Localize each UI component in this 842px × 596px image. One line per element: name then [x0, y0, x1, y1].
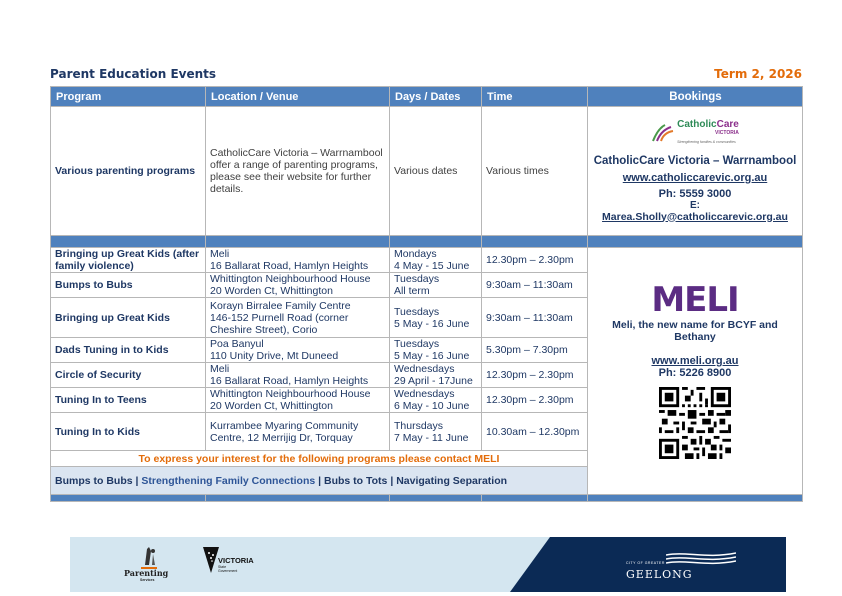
qr-code-icon	[659, 387, 731, 459]
program-list-separator: |	[315, 474, 325, 487]
col-days: Days / Dates	[390, 87, 482, 107]
events-table	[50, 86, 803, 502]
program-name: Bringing up Great Kids	[51, 298, 206, 338]
geelong-logo-text: GEELONG	[626, 568, 693, 581]
dates-line: All term	[394, 285, 430, 297]
logo-catholic: Catholic	[677, 118, 717, 130]
location-line: Centre, 12 Merrijig Dr, Torquay	[210, 431, 353, 444]
time-text: 10.30am – 12.30pm	[482, 413, 588, 451]
time-text: 12.30pm – 2.30pm	[482, 388, 588, 413]
logo-victoria: VICTORIA	[715, 129, 739, 136]
parenting-logo-small: Services	[140, 578, 155, 582]
term-label: Term 2, 2026	[714, 67, 802, 81]
location-line: Korayn Birralee Family Centre	[210, 299, 351, 312]
dates-line: 7 May - 11 June	[394, 431, 469, 444]
catholiccare-booking	[588, 107, 803, 236]
time-text: 12.30pm – 2.30pm	[482, 363, 588, 388]
location-line: Kurrambee Myaring Community	[210, 419, 359, 432]
meli-phone: Ph: 5226 8900	[658, 367, 732, 379]
col-time: Time	[482, 87, 588, 107]
days-line: Tuesdays	[394, 273, 440, 285]
dates-line: 29 April - 17June	[394, 375, 473, 387]
location-line: 16 Ballarat Road, Hamlyn Heights	[210, 375, 369, 387]
dates-line: 5 May - 16 June	[394, 317, 470, 330]
program-name: Tuning In to Kids	[51, 413, 206, 451]
table-footer-bar	[51, 495, 803, 502]
days-text: Various dates	[390, 107, 482, 236]
city-of-greater-text: CITY OF GREATER	[626, 561, 665, 565]
time-text: Various times	[482, 107, 588, 236]
program-name: Dads Tuning in to Kids	[51, 338, 206, 363]
logo-care: Care	[716, 118, 739, 130]
location-line: Whittington Neighbourhood House	[210, 273, 371, 285]
victoria-logo-sub: State Government	[218, 565, 238, 573]
email-label: E:	[690, 199, 700, 211]
location-line: 146-152 Purnell Road (corner Cheshire Street), Corio	[210, 311, 349, 336]
title-row	[50, 67, 802, 83]
days-line: Wednesdays	[394, 388, 455, 400]
catholiccare-logo	[592, 120, 798, 147]
catholiccare-email-link[interactable]: Marea.Sholly@catholiccarevic.org.au	[602, 210, 788, 223]
logo-tagline: Strengthening families & communities	[677, 139, 736, 144]
meli-website-link[interactable]: www.meli.org.au	[651, 355, 739, 367]
section-divider	[51, 236, 803, 248]
location-line: Meli	[210, 363, 230, 375]
days-line: Tuesdays	[394, 305, 440, 318]
dates-line: 4 May - 15 June	[394, 260, 470, 272]
program-list-item: Strengthening Family Connections	[141, 474, 316, 487]
program-list	[51, 467, 588, 495]
footer-slant	[510, 537, 550, 592]
meli-booking	[588, 248, 803, 495]
interest-text: To express your interest for the following programs please contact MELI	[51, 451, 588, 467]
days-line: Mondays	[394, 248, 437, 260]
program-list-separator: |	[387, 474, 397, 487]
catholiccare-swirl-icon	[651, 123, 675, 143]
catholiccare-phone: Ph: 5559 3000	[658, 187, 732, 200]
table-header-row	[51, 87, 803, 107]
program-name: Various parenting programs	[51, 107, 206, 236]
table-row-catholiccare	[51, 107, 803, 236]
days-line: Wednesdays	[394, 363, 455, 375]
dates-line: 5 May - 16 June	[394, 350, 470, 362]
program-list-item: Navigating Separation	[396, 474, 508, 487]
location-line: Whittington Neighbourhood House	[210, 388, 371, 400]
program-name: Circle of Security	[51, 363, 206, 388]
victoria-logo-icon	[203, 547, 219, 573]
victoria-logo-text: VICTORIA	[218, 556, 254, 565]
catholiccare-website-link[interactable]: www.catholiccarevic.org.au	[622, 171, 768, 184]
time-text: 9:30am – 11:30am	[482, 273, 588, 298]
location-line: 20 Worden Ct, Whittington	[210, 285, 333, 297]
program-name: Tuning In to Teens	[51, 388, 206, 413]
location-text: CatholicCare Victoria – Warrnambool offer a range of parenting programs, please see their website for further details.	[206, 107, 390, 236]
days-line: Thursdays	[394, 419, 444, 432]
time-text: 5.30pm – 7.30pm	[482, 338, 588, 363]
booking-title: CatholicCare Victoria – Warrnambool	[593, 154, 797, 167]
meli-subtitle: Meli, the new name for BCYF and Bethany	[612, 319, 778, 343]
col-bookings: Bookings	[588, 87, 803, 107]
program-name: Bringing up Great Kids (after family violence)	[51, 248, 206, 273]
location-line: 20 Worden Ct, Whittington	[210, 400, 333, 412]
parenting-logo-icon	[123, 545, 173, 589]
location-line: 110 Unity Drive, Mt Duneed	[210, 350, 339, 362]
program-name: Bumps to Bubs	[51, 273, 206, 298]
col-program: Program	[51, 87, 206, 107]
program-list-separator: |	[132, 474, 142, 487]
location-line: Poa Banyul	[210, 338, 264, 350]
days-line: Tuesdays	[394, 338, 440, 350]
footer-banner	[70, 537, 786, 592]
dates-line: 6 May - 10 June	[394, 400, 470, 412]
parenting-logo-text: Parenting	[124, 568, 169, 578]
program-list-item: Bubs to Tots	[324, 474, 388, 487]
page-title: Parent Education Events	[50, 67, 217, 81]
time-text: 9:30am – 11:30am	[482, 298, 588, 338]
location-line: 16 Ballarat Road, Hamlyn Heights	[210, 260, 369, 272]
table-row	[51, 248, 803, 273]
time-text: 12.30pm – 2.30pm	[482, 248, 588, 273]
location-line: Meli	[210, 248, 230, 260]
col-location: Location / Venue	[206, 87, 390, 107]
meli-logo: MELI	[651, 280, 739, 320]
program-list-item: Bumps to Bubs	[55, 474, 133, 487]
geelong-wave-icon	[666, 551, 736, 567]
